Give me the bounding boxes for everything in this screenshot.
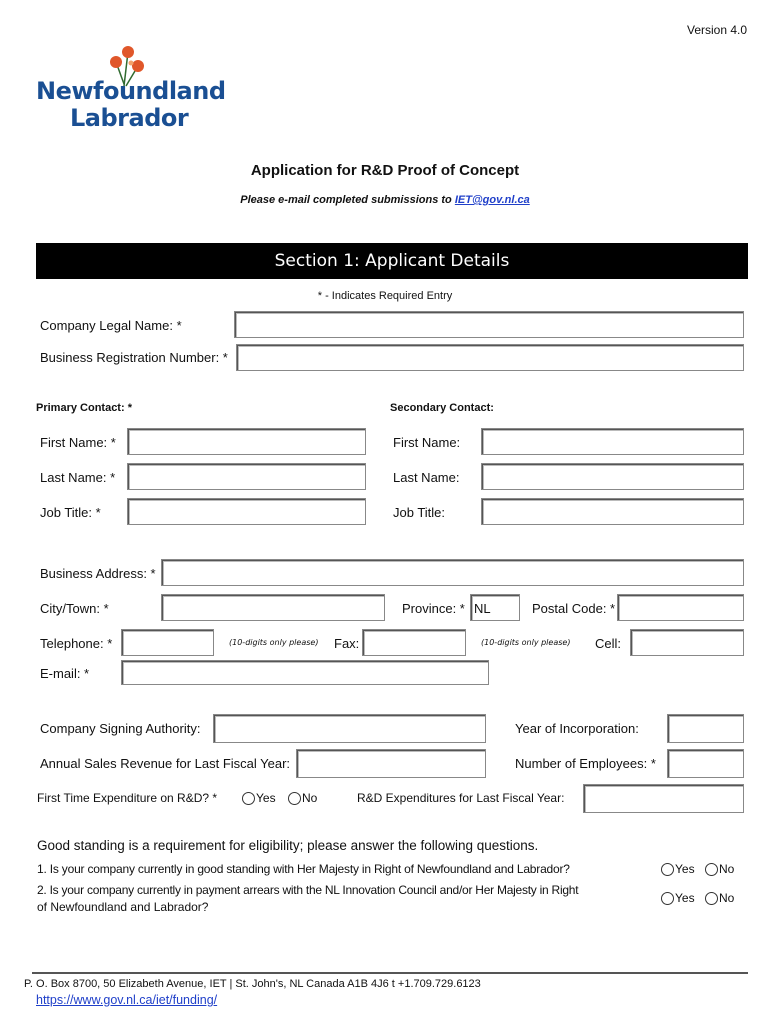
required-note: * - Indicates Required Entry	[317, 290, 453, 302]
num-employees-field[interactable]	[667, 749, 744, 778]
business-registration-label: Business Registration Number: *	[40, 350, 228, 365]
q1-yes-radio[interactable]	[661, 863, 674, 876]
first-time-yes-label: Yes	[256, 791, 276, 805]
first-time-yes-radio[interactable]	[242, 792, 255, 805]
postal-code-field[interactable]	[617, 594, 744, 621]
q2-yes-label: Yes	[675, 891, 695, 905]
province-value: NL	[474, 601, 491, 616]
standing-intro: Good standing is a requirement for eligibility; please answer the following questions.	[37, 838, 539, 853]
footer-address: P. O. Box 8700, 50 Elizabeth Avenue, IET | St. John's, NL Canada A1B 4J6 t +1.709.729.6123	[24, 978, 481, 990]
footer-url-link[interactable]: https://www.gov.nl.ca/iet/funding/	[36, 993, 218, 1007]
version-label: Version 4.0	[687, 23, 748, 37]
logo-line-1: Newfoundland	[36, 77, 226, 105]
secondary-contact-heading: Secondary Contact:	[390, 402, 494, 414]
rd-expenditures-label: R&D Expenditures for Last Fiscal Year:	[357, 791, 565, 805]
email-field[interactable]	[121, 660, 489, 685]
primary-job-title-field[interactable]	[127, 498, 366, 525]
province-label: Province: *	[402, 601, 465, 616]
q1-no-label: No	[719, 862, 735, 876]
signing-authority-label: Company Signing Authority:	[40, 721, 201, 736]
primary-job-title-label: Job Title: *	[40, 505, 101, 520]
city-label: City/Town: *	[40, 601, 109, 616]
submission-email-link[interactable]: IET@gov.nl.ca	[454, 194, 530, 206]
page-title: Application for R&D Proof of Concept	[250, 162, 520, 179]
primary-first-name-field[interactable]	[127, 428, 366, 455]
telephone-digits-note: (10-digits only please)	[229, 638, 319, 647]
secondary-first-name-label: First Name:	[393, 435, 461, 450]
first-time-expenditure-label: First Time Expenditure on R&D? *	[37, 791, 218, 805]
annual-sales-field[interactable]	[296, 749, 486, 778]
rd-expenditures-field[interactable]	[583, 784, 744, 813]
footer-divider	[32, 972, 748, 974]
q2-no-label: No	[719, 891, 735, 905]
standing-question-2: 2. Is your company currently in payment arrears with the NL Innovation Council and/or Her Majesty in Right	[37, 883, 579, 897]
business-registration-field[interactable]	[236, 344, 744, 371]
company-legal-name-label: Company Legal Name: *	[40, 318, 182, 333]
signing-authority-field[interactable]	[213, 714, 486, 743]
num-employees-label: Number of Employees: *	[515, 756, 656, 771]
telephone-label: Telephone: *	[40, 636, 113, 651]
cell-label: Cell:	[595, 636, 622, 651]
secondary-last-name-field[interactable]	[481, 463, 744, 490]
fax-digits-note: (10-digits only please)	[481, 638, 571, 647]
standing-question-2-continued: of Newfoundland and Labrador?	[37, 900, 209, 914]
city-field[interactable]	[161, 594, 385, 621]
cell-field[interactable]	[630, 629, 744, 656]
company-legal-name-field[interactable]	[234, 311, 744, 338]
q2-no-radio[interactable]	[705, 892, 718, 905]
section-title: Section 1: Applicant Details	[274, 251, 510, 271]
secondary-job-title-field[interactable]	[481, 498, 744, 525]
logo-line-2: Labrador	[70, 104, 189, 132]
primary-contact-heading: Primary Contact: *	[36, 402, 132, 414]
secondary-first-name-field[interactable]	[481, 428, 744, 455]
q1-yes-label: Yes	[675, 862, 695, 876]
q1-no-radio[interactable]	[705, 863, 718, 876]
fax-field[interactable]	[362, 629, 466, 656]
first-time-no-radio[interactable]	[288, 792, 301, 805]
primary-last-name-field[interactable]	[127, 463, 366, 490]
year-incorporation-label: Year of Incorporation:	[515, 721, 639, 736]
year-incorporation-field[interactable]	[667, 714, 744, 743]
first-time-no-label: No	[302, 791, 318, 805]
business-address-label: Business Address: *	[40, 566, 156, 581]
email-label: E-mail: *	[40, 666, 90, 681]
primary-first-name-label: First Name: *	[40, 435, 116, 450]
business-address-field[interactable]	[161, 559, 744, 586]
subtitle-text: Please e-mail completed submissions to	[240, 194, 455, 206]
annual-sales-label: Annual Sales Revenue for Last Fiscal Year:	[40, 756, 291, 771]
fax-label: Fax:	[334, 636, 360, 651]
primary-last-name-label: Last Name: *	[40, 470, 116, 485]
government-logo	[36, 44, 226, 134]
secondary-job-title-label: Job Title:	[393, 505, 446, 520]
postal-code-label: Postal Code: *	[532, 601, 616, 616]
standing-question-1: 1. Is your company currently in good standing with Her Majesty in Right of Newfoundland and Labrador?	[37, 862, 570, 876]
telephone-field[interactable]	[121, 629, 214, 656]
province-field[interactable]	[470, 594, 520, 621]
secondary-last-name-label: Last Name:	[393, 470, 460, 485]
q2-yes-radio[interactable]	[661, 892, 674, 905]
subtitle	[0, 194, 770, 206]
section-header	[36, 243, 748, 279]
